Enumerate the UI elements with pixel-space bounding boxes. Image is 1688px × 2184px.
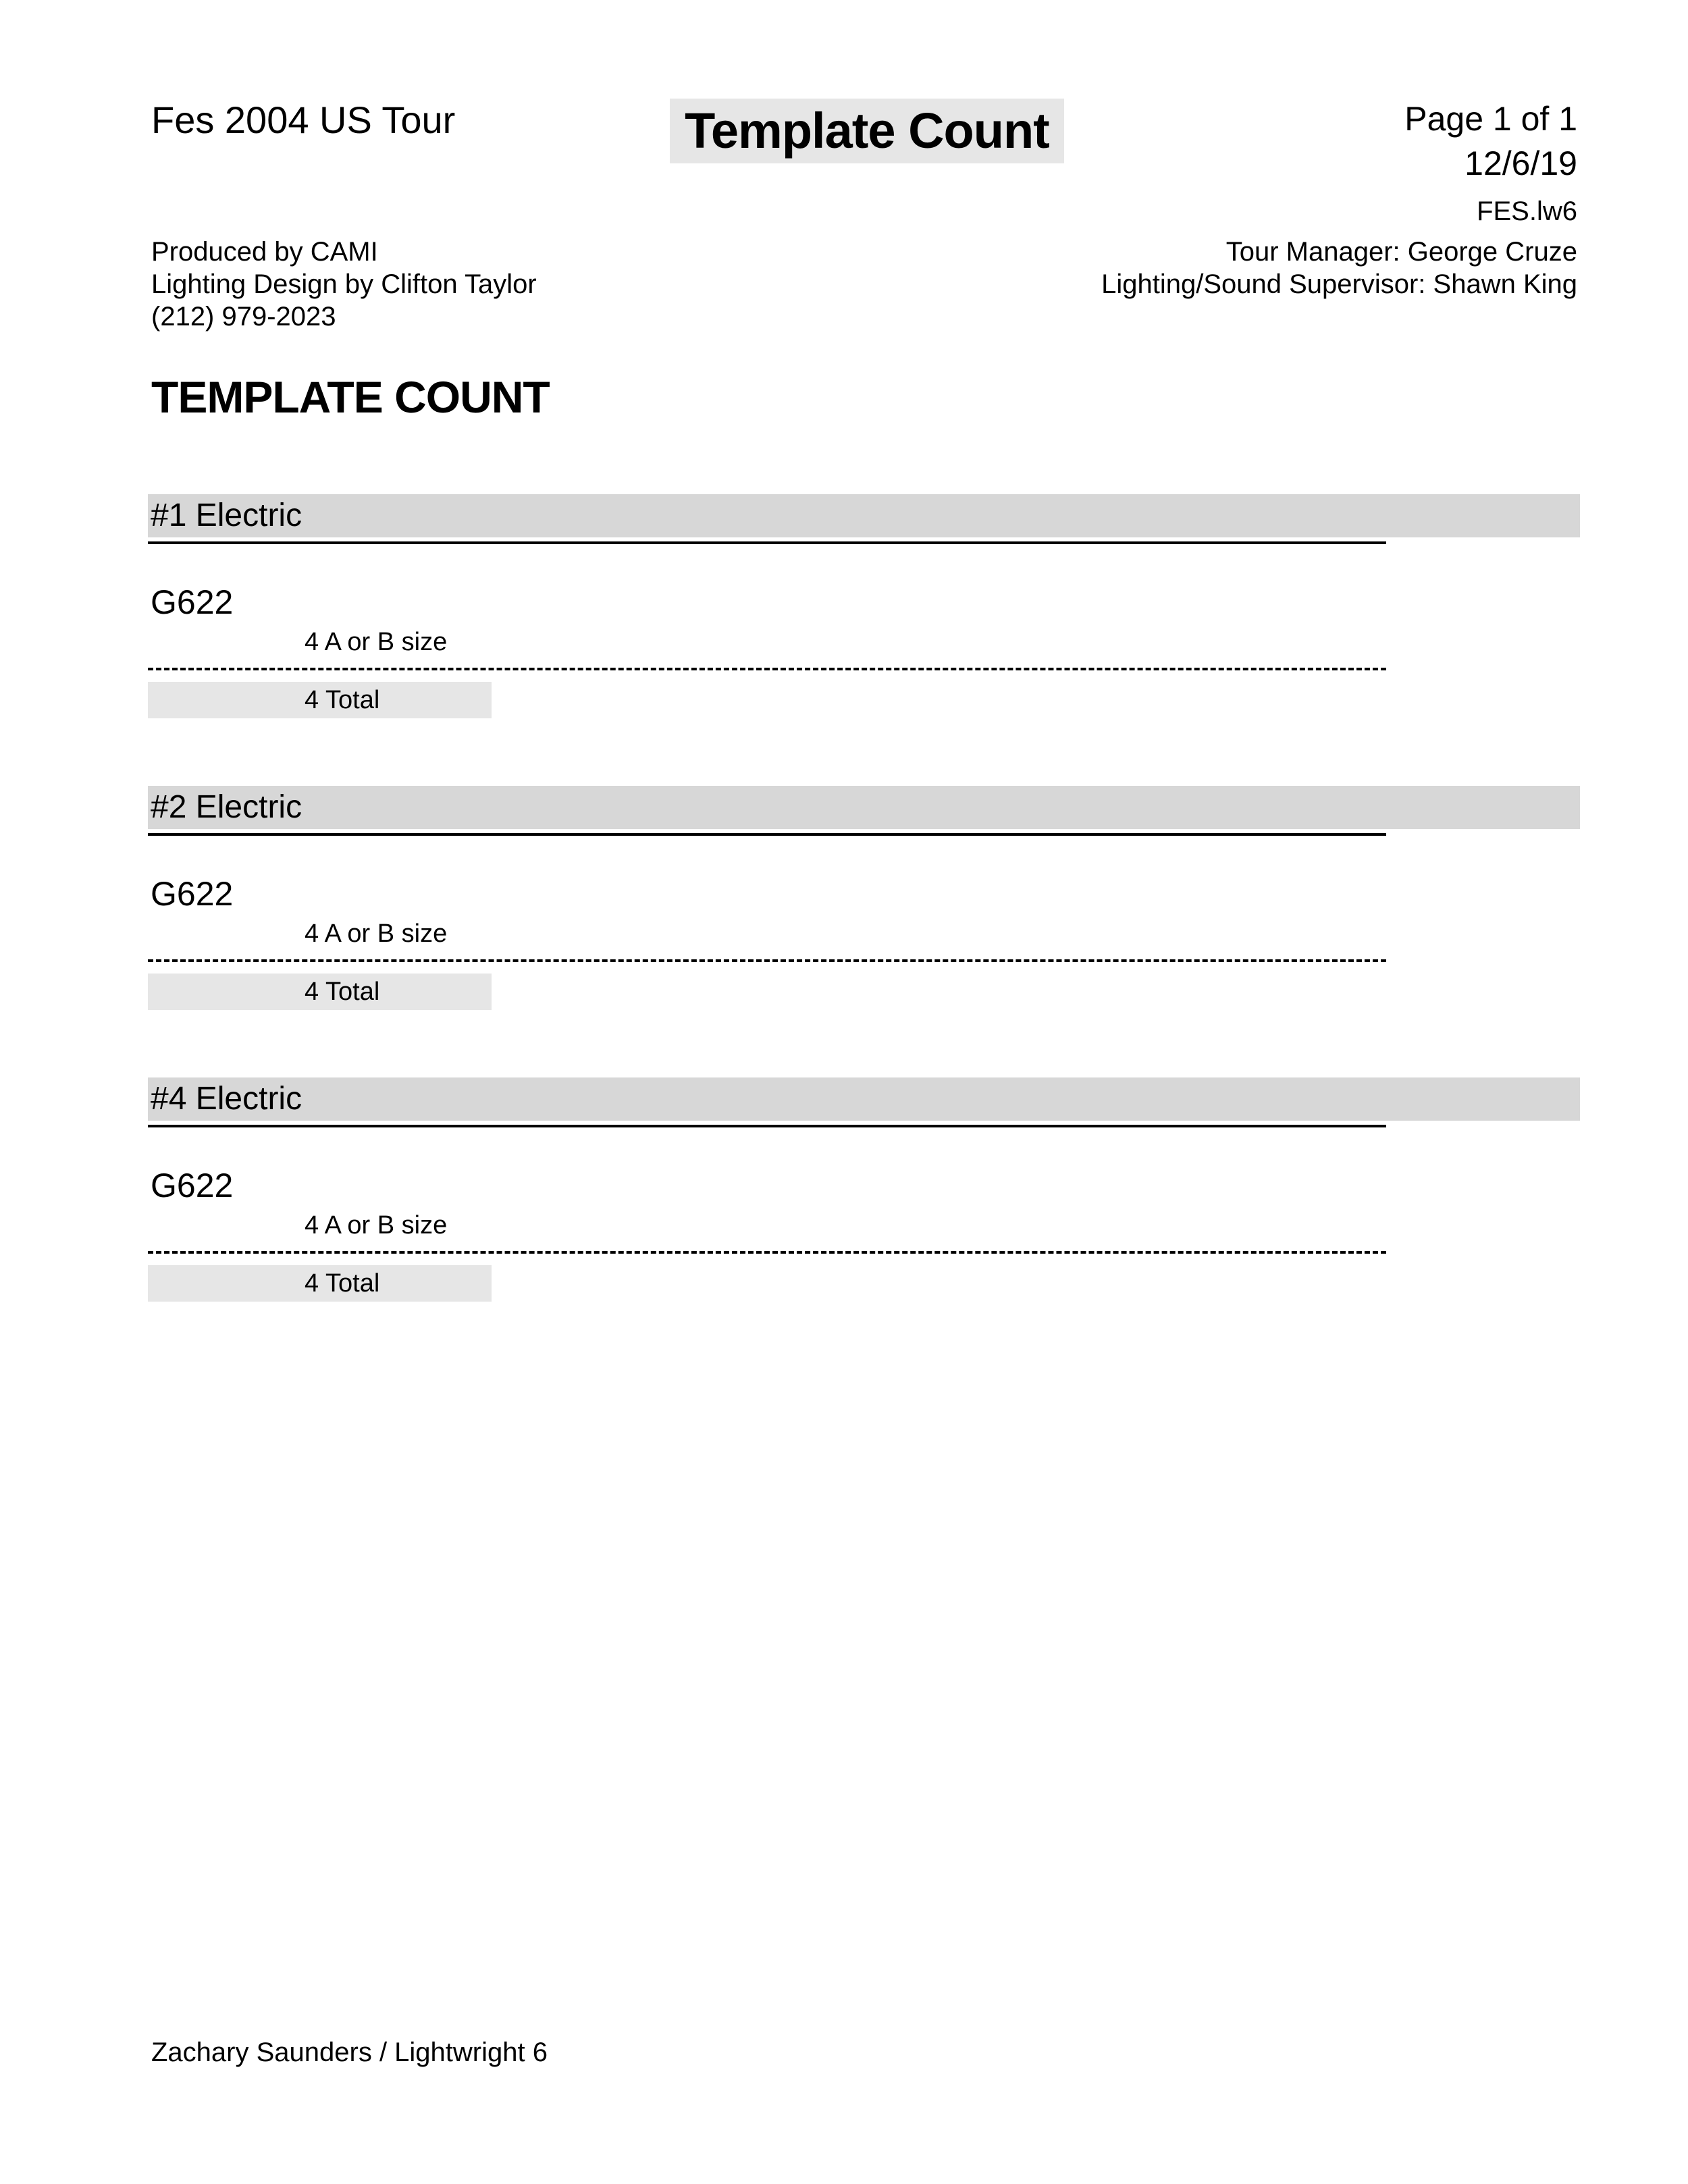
report-date: 12/6/19 xyxy=(1465,144,1577,182)
position-rule xyxy=(148,833,1386,836)
position-block xyxy=(148,494,1580,763)
position-rule xyxy=(148,541,1386,544)
credit-lighting-designer: Lighting Design by Clifton Taylor xyxy=(151,269,537,299)
dashed-divider xyxy=(148,959,1386,962)
total-bar xyxy=(148,682,492,718)
total-count: 4 Total xyxy=(305,1269,380,1298)
template-detail: 4 A or B size xyxy=(305,920,448,948)
credit-producer: Produced by CAMI xyxy=(151,237,378,267)
total-bar xyxy=(148,974,492,1010)
page-number: Page 1 of 1 xyxy=(1404,100,1577,138)
template-name: G622 xyxy=(151,1167,234,1204)
total-count: 4 Total xyxy=(305,978,380,1006)
credits-right xyxy=(1101,236,1577,300)
section-heading: TEMPLATE COUNT xyxy=(151,372,550,422)
template-detail: 4 A or B size xyxy=(305,628,448,656)
credit-phone: (212) 979-2023 xyxy=(151,302,336,331)
dashed-divider xyxy=(148,668,1386,670)
template-name: G622 xyxy=(151,583,234,621)
total-bar xyxy=(148,1265,492,1302)
credit-supervisor: Lighting/Sound Supervisor: Shawn King xyxy=(1101,269,1577,299)
show-title: Fes 2004 US Tour xyxy=(151,99,456,141)
position-name: #1 Electric xyxy=(151,498,302,533)
file-name: FES.lw6 xyxy=(1477,196,1577,226)
position-header-bar xyxy=(148,1077,1580,1121)
position-rule xyxy=(148,1125,1386,1127)
footer-credit: Zachary Saunders / Lightwright 6 xyxy=(151,2037,548,2067)
position-name: #4 Electric xyxy=(151,1081,302,1117)
total-count: 4 Total xyxy=(305,686,380,714)
position-header-bar xyxy=(148,494,1580,537)
position-name: #2 Electric xyxy=(151,789,302,825)
position-header-bar xyxy=(148,786,1580,829)
position-block xyxy=(148,786,1580,1055)
report-title: Template Count xyxy=(685,103,1049,159)
credit-tour-manager: Tour Manager: George Cruze xyxy=(1225,237,1577,267)
report-title-box xyxy=(670,99,1064,163)
position-block xyxy=(148,1077,1580,1346)
template-name: G622 xyxy=(151,875,234,913)
dashed-divider xyxy=(148,1251,1386,1254)
template-detail: 4 A or B size xyxy=(305,1211,448,1240)
credits-left xyxy=(151,236,537,333)
